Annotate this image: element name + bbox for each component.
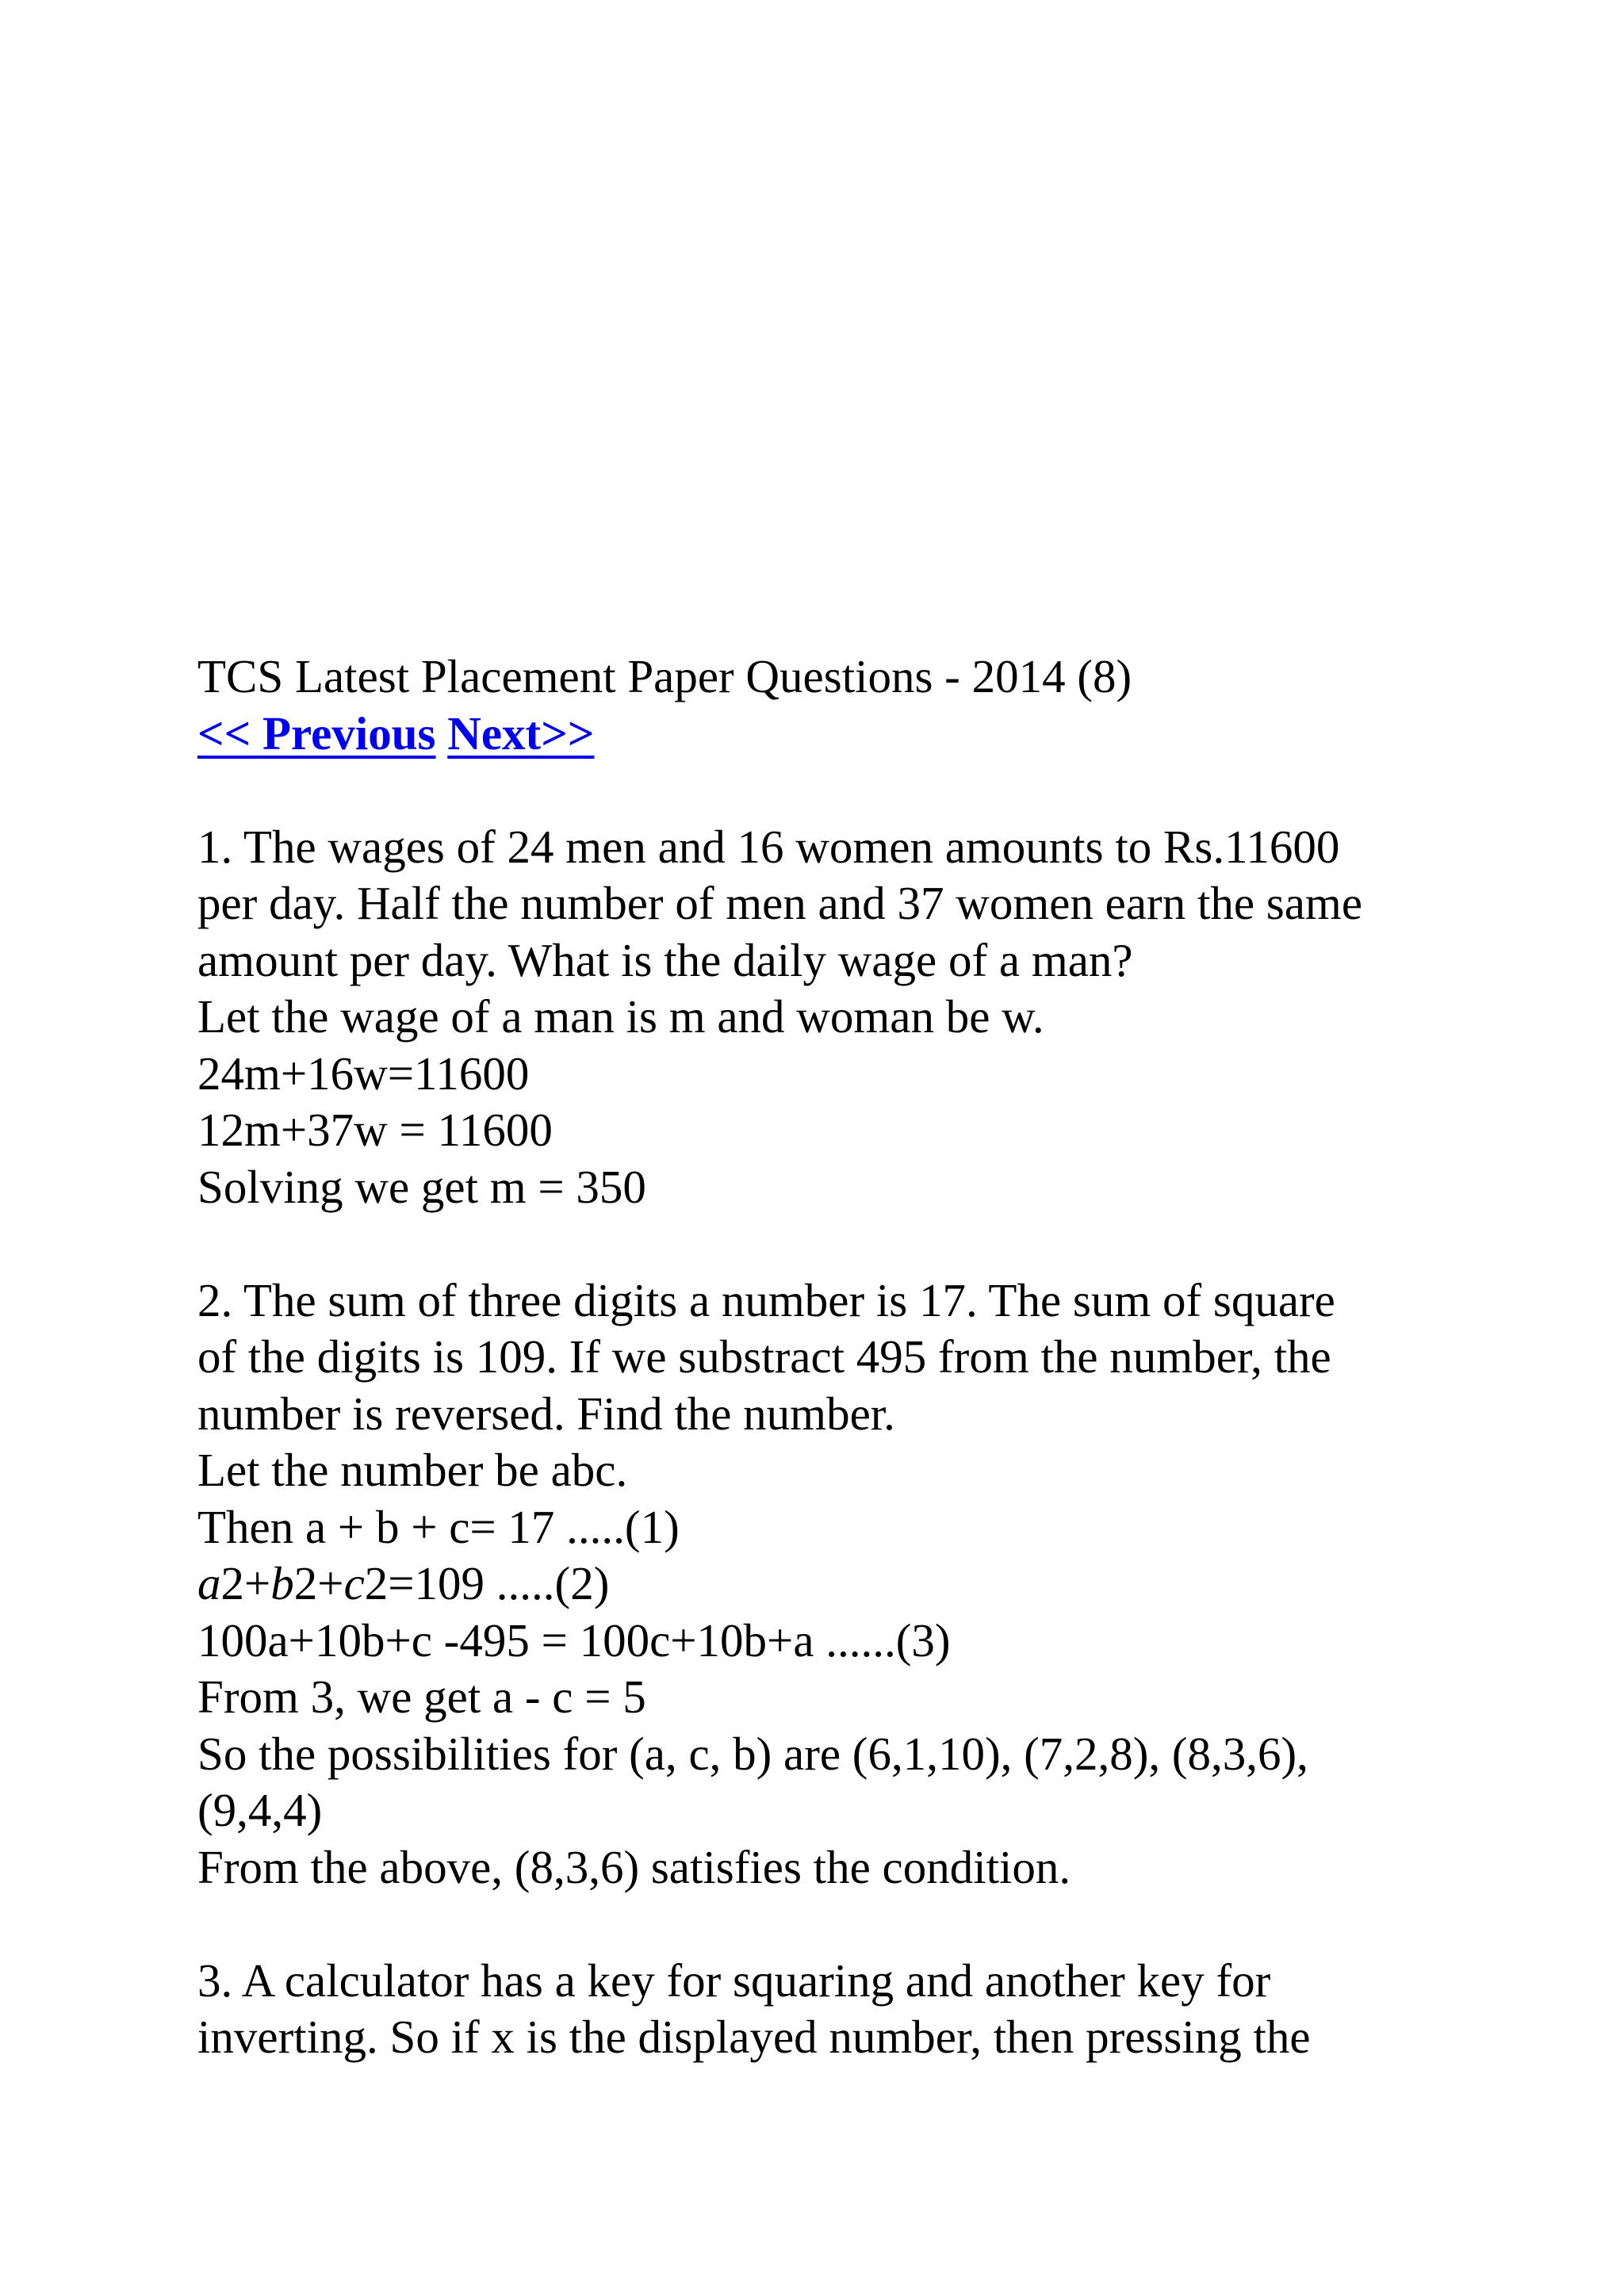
- page-title: TCS Latest Placement Paper Questions - 2014 (8): [197, 650, 1132, 702]
- pagination-nav: [197, 706, 1466, 763]
- question-2-line: From the above, (8,3,6) satisfies the condition.: [197, 1840, 1071, 1893]
- question-1-line: Solving we get m = 350: [197, 1160, 646, 1213]
- question-2-equation-line: a2+b2+c2=109 .....(2): [197, 1557, 610, 1609]
- question-2-line: of the digits is 109. If we substract 495 from the number, the: [197, 1330, 1331, 1383]
- question-3-line: inverting. So if x is the displayed number, then pressing the: [197, 2011, 1311, 2063]
- question-1-line: per day. Half the number of men and 37 women earn the same: [197, 877, 1363, 929]
- question-3-line: 3. A calculator has a key for squaring and another key for: [197, 1954, 1271, 2007]
- question-1-line: 24m+16w=11600: [197, 1047, 530, 1100]
- question-2-line: number is reversed. Find the number.: [197, 1387, 895, 1440]
- spacer: [197, 762, 1466, 819]
- question-1-line: 12m+37w = 11600: [197, 1104, 553, 1156]
- spacer: [197, 1215, 1466, 1272]
- question-2-line: (9,4,4): [197, 1784, 323, 1836]
- question-2: [197, 1272, 1466, 1896]
- question-3: [197, 1953, 1466, 2066]
- next-link[interactable]: Next>>: [447, 706, 595, 760]
- question-1-line: Let the wage of a man is m and woman be w.: [197, 990, 1044, 1043]
- document-content: [197, 649, 1466, 2066]
- question-2-line: So the possibilities for (a, c, b) are (6,1,10), (7,2,8), (8,3,6),: [197, 1727, 1308, 1780]
- question-1: [197, 819, 1466, 1216]
- question-2-line: Then a + b + c= 17 .....(1): [197, 1500, 680, 1553]
- question-1-line: amount per day. What is the daily wage of a man?: [197, 933, 1133, 986]
- question-2-line: 2. The sum of three digits a number is 17. The sum of square: [197, 1273, 1335, 1326]
- question-2-line: Let the number be abc.: [197, 1444, 628, 1496]
- question-1-line: 1. The wages of 24 men and 16 women amounts to Rs.11600: [197, 820, 1340, 873]
- question-2-line: From 3, we get a - c = 5: [197, 1670, 646, 1723]
- previous-link[interactable]: << Previous: [197, 706, 436, 760]
- question-2-line: 100a+10b+c -495 = 100c+10b+a ......(3): [197, 1613, 951, 1667]
- spacer: [197, 1896, 1466, 1953]
